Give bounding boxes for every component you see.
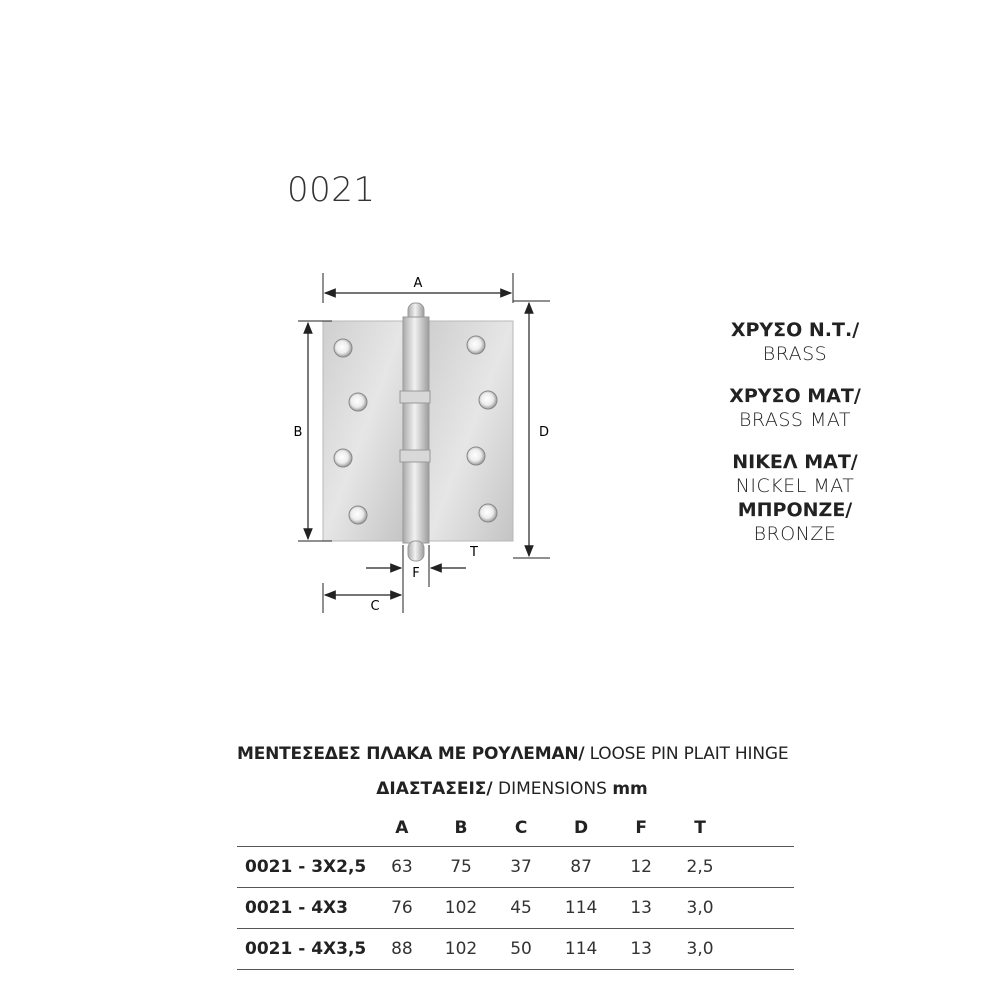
finish-name-english: NICKEL MAT — [735, 475, 855, 497]
table-cell: 2,5 — [671, 847, 730, 888]
table-cell-spacer — [730, 847, 794, 888]
table-cell-model: 0021 - 4X3 — [237, 888, 373, 929]
finish-name-greek: ΧΡΥΣΟ ΜΑΤ/ — [729, 385, 861, 407]
table-title-greek: ΜΕΝΤΕΣΕΔΕΣ ΠΛΑΚΑ ΜΕ ΡΟΥΛΕΜΑΝ/ — [237, 744, 585, 764]
table-cell: 75 — [430, 847, 491, 888]
table-header-c: C — [492, 810, 551, 847]
table-cell: 63 — [373, 847, 430, 888]
table-cell-spacer — [730, 888, 794, 929]
table-header-f: F — [612, 810, 671, 847]
table-cell: 3,0 — [671, 888, 730, 929]
dimensions-title-english: DIMENSIONS — [492, 779, 613, 799]
screw-hole — [467, 336, 485, 354]
table-cell: 50 — [492, 929, 551, 970]
table-row — [237, 888, 794, 929]
dimension-c-label: C — [370, 599, 380, 614]
table-cell: 76 — [373, 888, 430, 929]
screw-hole — [334, 449, 352, 467]
screw-hole — [479, 504, 497, 522]
table-header-a: A — [373, 810, 430, 847]
table-cell: 13 — [612, 888, 671, 929]
table-header-row — [237, 810, 794, 847]
hinge-drawing — [280, 265, 570, 625]
screw-hole — [334, 339, 352, 357]
table-header-d: D — [550, 810, 611, 847]
dimension-d-label: D — [538, 425, 550, 440]
table-header-model — [237, 810, 373, 847]
product-code-title: 0021 — [287, 170, 376, 210]
table-cell: 102 — [430, 888, 491, 929]
table-cell: 37 — [492, 847, 551, 888]
hinge-right-plate — [428, 321, 513, 541]
table-cell: 3,0 — [671, 929, 730, 970]
table-cell: 13 — [612, 929, 671, 970]
finish-item — [690, 498, 900, 546]
dimensions-title-greek: ΔΙΑΣΤΑΣΕΙΣ/ — [376, 779, 493, 799]
hinge-pin-bottom — [408, 541, 424, 561]
hinge-bearing-bottom — [400, 450, 430, 462]
finish-name-greek: ΧΡΥΣΟ Ν.Τ./ — [730, 319, 860, 341]
table-cell: 114 — [550, 888, 611, 929]
table-header-spacer — [730, 810, 794, 847]
finish-name-english: BRASS MAT — [738, 409, 852, 431]
screw-hole — [467, 447, 485, 465]
finish-name-english: BRASS — [762, 343, 828, 365]
table-header-t: T — [671, 810, 730, 847]
table-title-english: LOOSE PIN PLAIT HINGE — [584, 744, 789, 764]
table-cell: 87 — [550, 847, 611, 888]
finish-item — [690, 318, 900, 366]
table-cell: 45 — [492, 888, 551, 929]
dimensions-unit: mm — [612, 779, 648, 799]
finish-item — [690, 450, 900, 498]
finish-name-english: BRONZE — [753, 523, 837, 545]
table-cell: 88 — [373, 929, 430, 970]
finish-name-greek: ΜΠΡΟΝΖΕ/ — [737, 499, 853, 521]
hinge-knuckle — [403, 317, 429, 543]
finish-list — [690, 318, 900, 546]
table-cell: 12 — [612, 847, 671, 888]
table-title — [237, 744, 797, 764]
screw-hole — [349, 506, 367, 524]
dimension-b-label: B — [293, 425, 303, 440]
finish-item — [690, 384, 900, 432]
dimension-f-label: F — [412, 566, 420, 581]
screw-hole — [479, 391, 497, 409]
screw-hole — [349, 393, 367, 411]
finish-name-greek: ΝΙΚΕΛ ΜΑΤ/ — [732, 451, 858, 473]
dimensions-title — [237, 779, 787, 799]
hinge-bearing-top — [400, 391, 430, 403]
table-row — [237, 847, 794, 888]
table-cell-model: 0021 - 4X3,5 — [237, 929, 373, 970]
dimension-a-label: A — [413, 276, 423, 291]
table-header-b: B — [430, 810, 491, 847]
table-cell-model: 0021 - 3X2,5 — [237, 847, 373, 888]
dimensions-table — [237, 810, 794, 970]
table-cell: 114 — [550, 929, 611, 970]
table-cell: 102 — [430, 929, 491, 970]
table-cell-spacer — [730, 929, 794, 970]
dimension-t-label: T — [470, 545, 478, 560]
table-row — [237, 929, 794, 970]
